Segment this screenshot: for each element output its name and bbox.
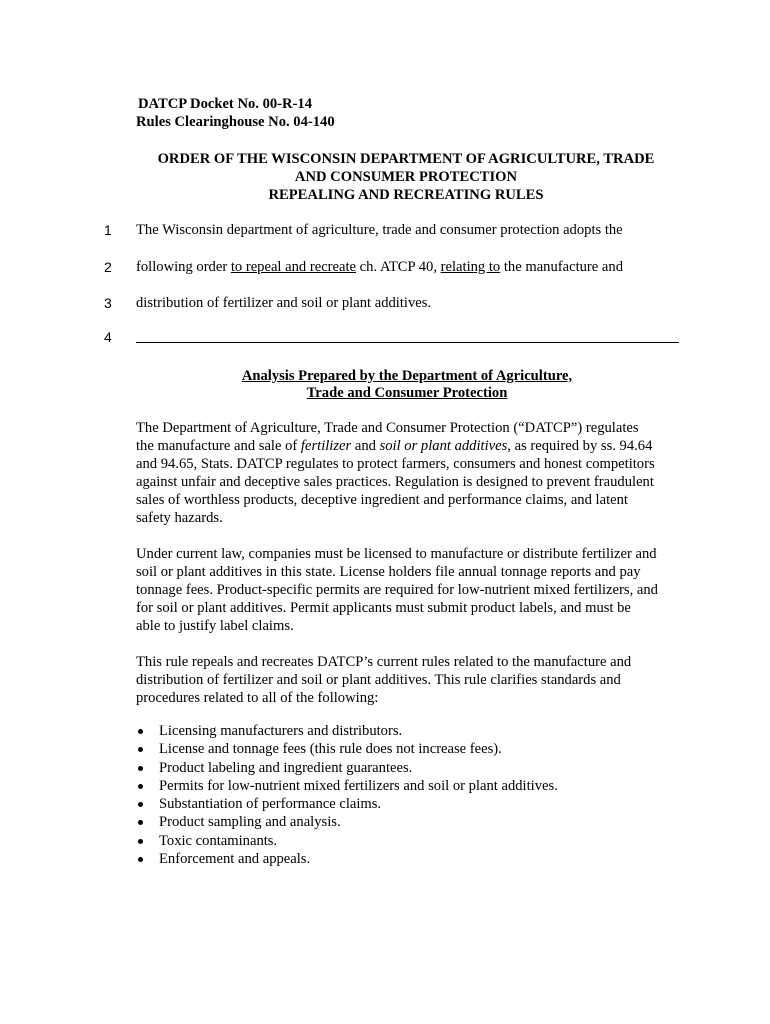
order-line-text: following order [136,259,231,275]
analysis-heading-line-1: Analysis Prepared by the Department of Agriculture, [241,368,573,384]
bullet-item: License and tonnage fees (this rule does not increase fees). [136,740,558,758]
paragraph-line: and 94.65, Stats. DATCP regulates to protect farmers, consumers and honest competitors [136,456,655,472]
paragraph-line: soil or plant additives in this state. License holders file annual tonnage reports and pay [136,564,641,580]
line-number: 1 [104,222,112,238]
paragraph-line: tonnage fees. Product-specific permits are required for low-nutrient mixed fertilizers, and [136,582,658,598]
order-title-line-2: AND CONSUMER PROTECTION [294,169,518,185]
paragraph-line: sales of worthless products, deceptive ingredient and performance claims, and latent [136,492,628,508]
paragraph-line: for soil or plant additives. Permit applicants must submit product labels, and must be [136,600,631,616]
paragraph-line: against unfair and deceptive sales practices. Regulation is designed to prevent fraudulent [136,474,654,490]
clearinghouse-number: Rules Clearinghouse No. 04-140 [136,114,335,130]
line-number: 4 [104,329,112,345]
text-run: the manufacture and sale of [136,438,301,454]
separator-rule [136,342,679,343]
line-number: 3 [104,295,112,311]
bullet-item: Product sampling and analysis. [136,813,558,831]
bullet-item: Substantiation of performance claims. [136,795,558,813]
paragraph-3 [136,653,684,707]
bullet-item: Licensing manufacturers and distributors. [136,722,558,740]
underlined-phrase: to repeal and recreate [230,259,357,275]
paragraph-line: safety hazards. [136,510,223,526]
italic-term: soil or plant additives [379,438,508,454]
bullet-item: Enforcement and appeals. [136,850,558,868]
text-run: , as required by ss. 94.64 [507,438,653,454]
order-line-text: ch. ATCP 40, [356,259,441,275]
paragraph-line: procedures related to all of the following: [136,690,379,706]
bullet-item: Toxic contaminants. [136,832,558,850]
paragraph-1 [136,419,684,527]
order-line-3: distribution of fertilizer and soil or plant additives. [136,295,432,311]
order-title-line-3: REPEALING AND RECREATING RULES [268,187,544,203]
underlined-phrase: relating to [440,259,501,275]
order-line-text: the manufacture and [500,259,623,275]
paragraph-line [136,437,684,455]
text-run: and [351,438,380,454]
paragraph-line: distribution of fertilizer and soil or plant additives. This rule clarifies standards and [136,672,621,688]
analysis-heading-line-2: Trade and Consumer Protection [306,385,508,401]
docket-number: DATCP Docket No. 00-R-14 [138,96,313,112]
topics-bullet-list [136,722,558,868]
paragraph-2 [136,545,684,635]
order-title-line-1: ORDER OF THE WISCONSIN DEPARTMENT OF AGRICULTURE, TRADE [157,151,655,167]
order-line-2 [136,258,623,276]
paragraph-line: Under current law, companies must be licensed to manufacture or distribute fertilizer and [136,546,657,562]
paragraph-line: able to justify label claims. [136,618,294,634]
bullet-item: Product labeling and ingredient guarantees. [136,759,558,777]
bullet-item: Permits for low-nutrient mixed fertilizers and soil or plant additives. [136,777,558,795]
paragraph-line: This rule repeals and recreates DATCP’s current rules related to the manufacture and [136,654,632,670]
line-number: 2 [104,259,112,275]
paragraph-line: The Department of Agriculture, Trade and Consumer Protection (“DATCP”) regulates [136,420,639,436]
order-line-1: The Wisconsin department of agriculture, trade and consumer protection adopts the [136,222,623,238]
italic-term: fertilizer [300,438,352,454]
